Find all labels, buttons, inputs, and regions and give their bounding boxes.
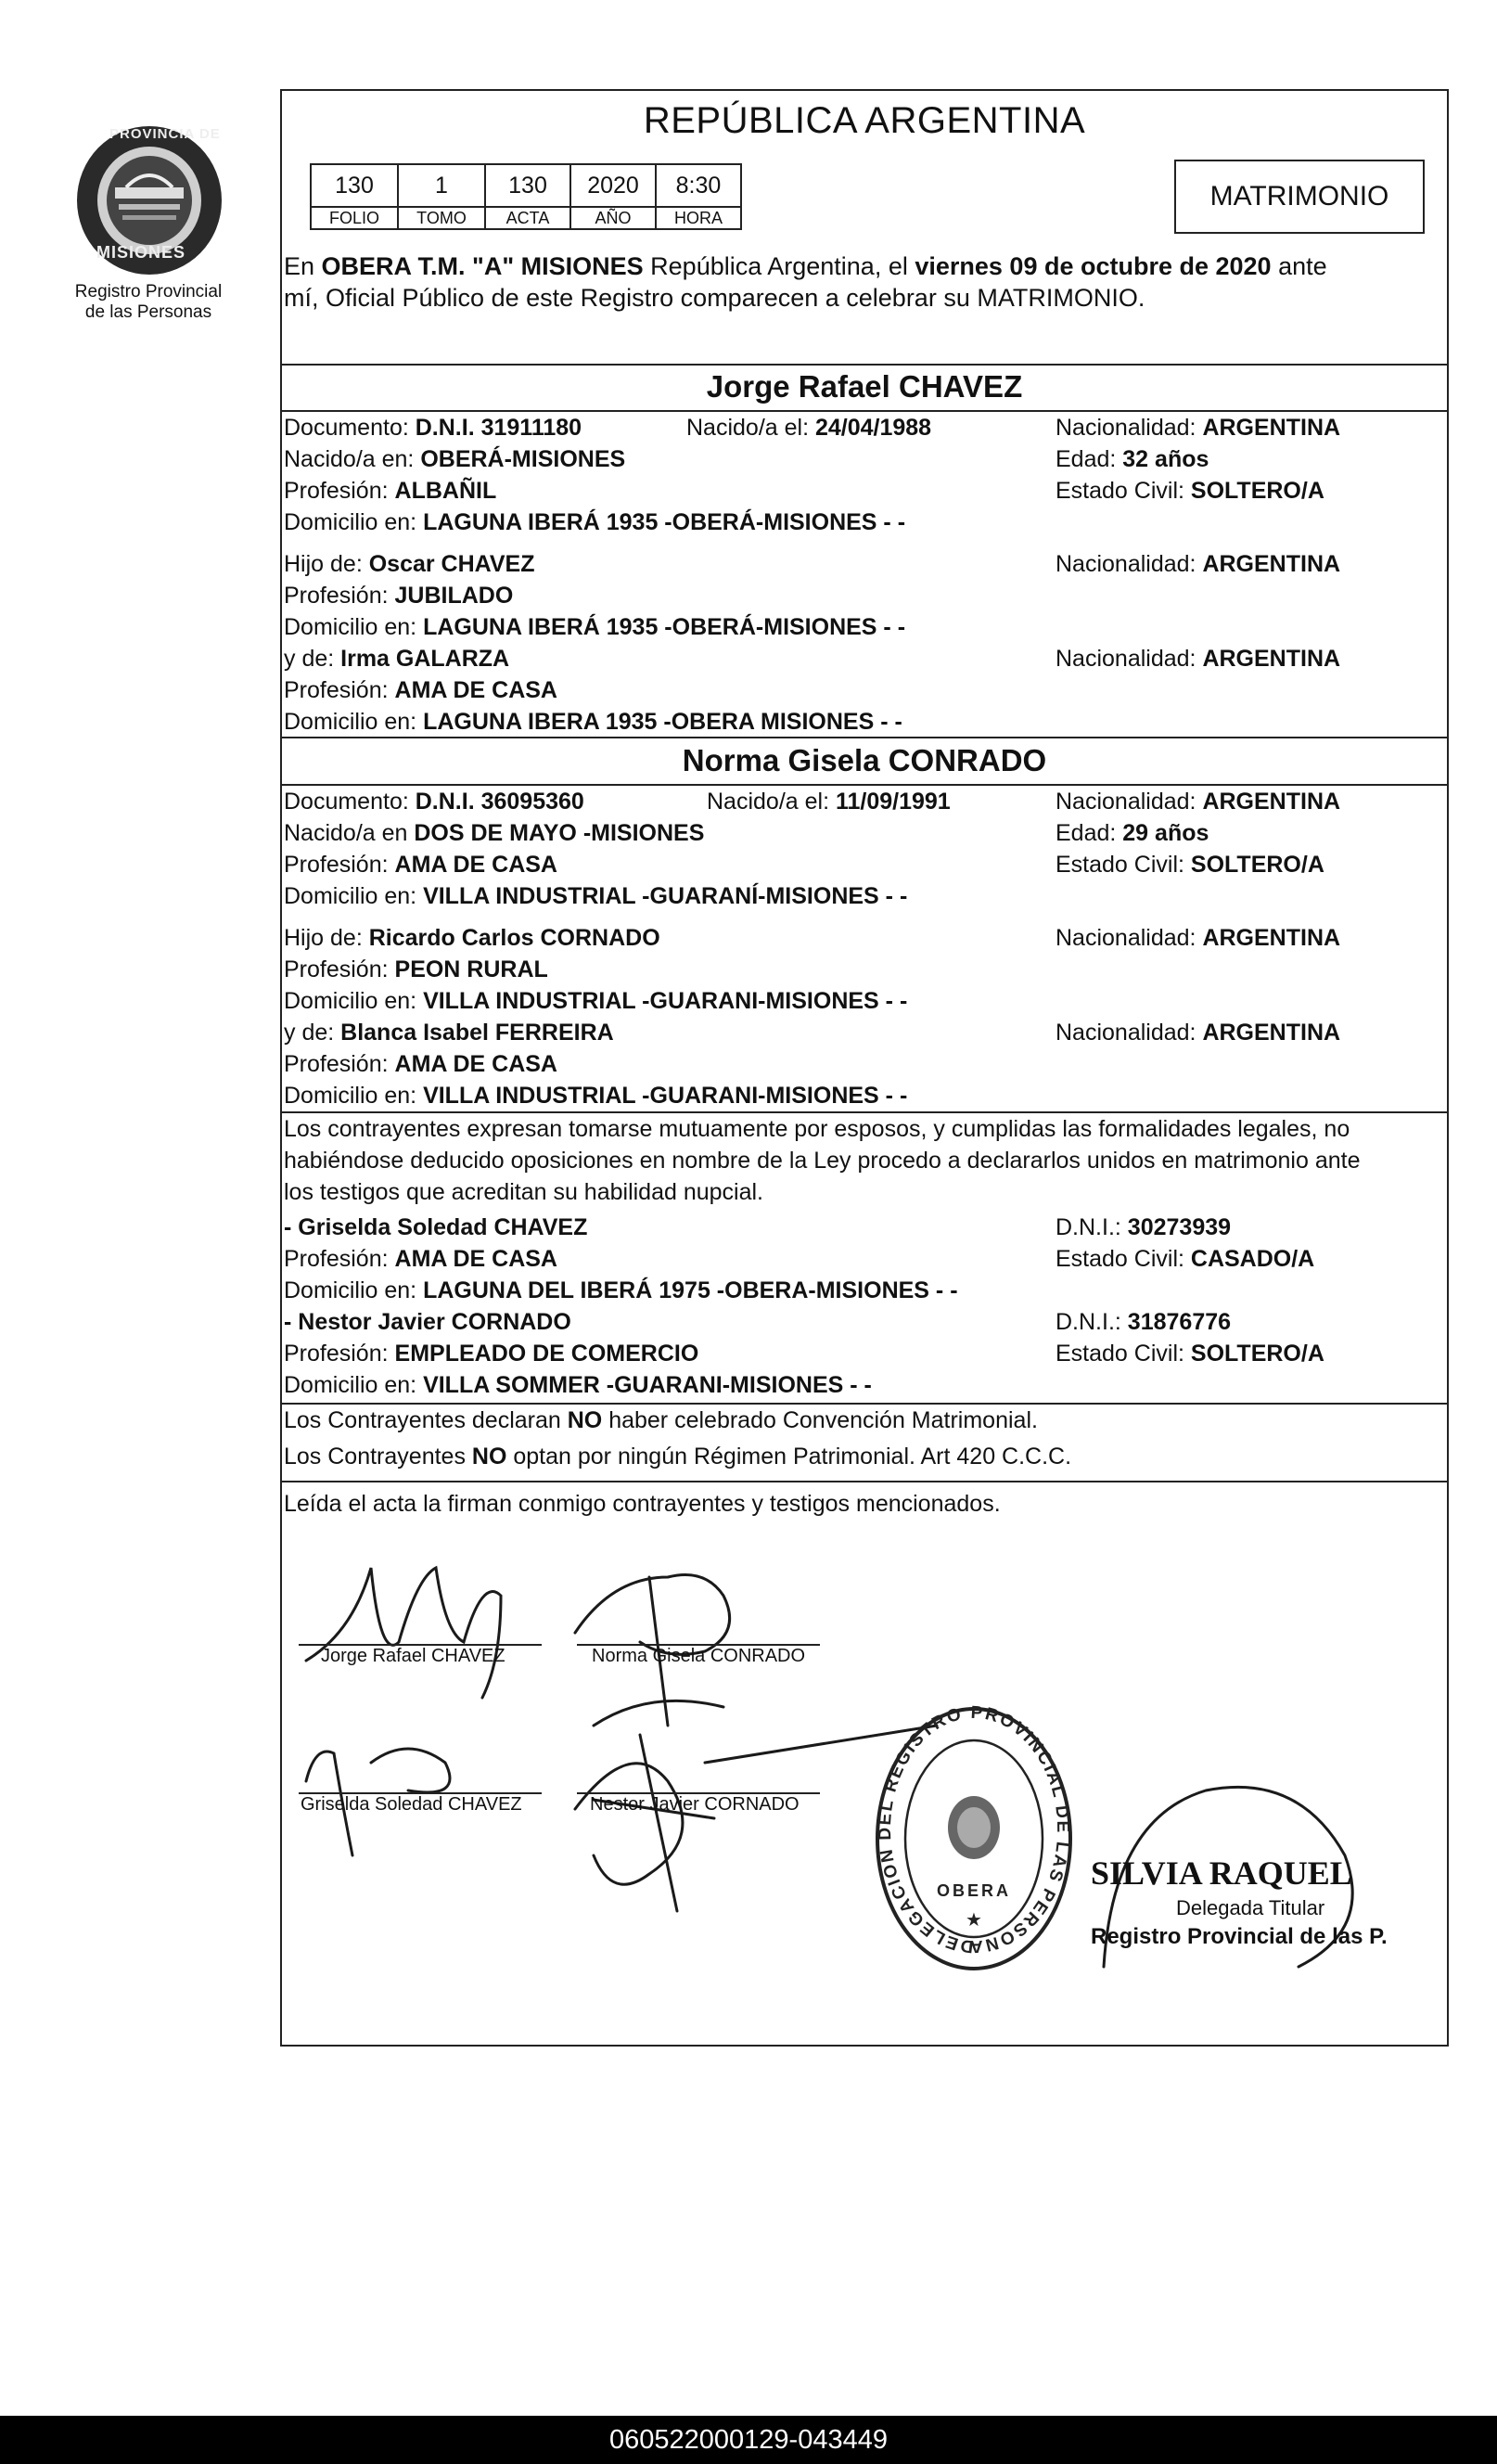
acta-value: 130 — [485, 164, 570, 207]
intro-line-2: mí, Oficial Público de este Registro comparecen a celebrar su MATRIMONIO. — [284, 284, 1145, 312]
bride-father-nationality: Nacionalidad: ARGENTINA — [1056, 925, 1341, 951]
signature-label-1: Jorge Rafael CHAVEZ — [321, 1646, 505, 1666]
intro-line-1: En OBERA T.M. "A" MISIONES República Argentina, el viernes 09 de octubre de 2020 ante — [284, 252, 1327, 280]
official-stamp — [872, 1700, 1076, 1978]
official-office: Registro Provincial de las P. — [1091, 1924, 1388, 1949]
groom-father-address: Domicilio en: LAGUNA IBERÁ 1935 -OBERÁ-MISIONES - - — [284, 614, 906, 640]
stamp-icon — [872, 1700, 1076, 1978]
declaration-line-2: habiéndose deducido oposiciones en nombre de la Ley procedo a declararlos unidos en matrimonio ante — [284, 1148, 1361, 1174]
witness-1-profession: Profesión: AMA DE CASA — [284, 1246, 557, 1272]
groom-address: Domicilio en: LAGUNA IBERÁ 1935 -OBERÁ-MISIONES - - — [284, 509, 906, 535]
footer-code: 060522000129-043449 — [0, 2416, 1497, 2464]
groom-father: Hijo de: Oscar CHAVEZ — [284, 551, 535, 577]
bride-address: Domicilio en: VILLA INDUSTRIAL -GUARANÍ-MISIONES - - — [284, 883, 908, 909]
groom-father-profession: Profesión: JUBILADO — [284, 583, 514, 609]
signature-label-4: Nestor Javier CORNADO — [590, 1794, 800, 1815]
bride-nationality: Nacionalidad: ARGENTINA — [1056, 789, 1341, 815]
convention-line-2: Los Contrayentes NO optan por ningún Régimen Patrimonial. Art 420 C.C.C. — [284, 1444, 1072, 1469]
seal-text-bottom: MISIONES — [96, 243, 186, 262]
tomo-value: 1 — [398, 164, 485, 207]
groom-father-nationality: Nacionalidad: ARGENTINA — [1056, 551, 1341, 577]
witness-2-civil-status: Estado Civil: SOLTERO/A — [1056, 1341, 1324, 1367]
witness-1-dni: D.N.I.: 30273939 — [1056, 1214, 1232, 1240]
logo-caption-2: de las Personas — [84, 302, 212, 322]
bride-mother-address: Domicilio en: VILLA INDUSTRIAL -GUARANI-MISIONES - - — [284, 1083, 908, 1109]
hora-value: 8:30 — [656, 164, 741, 207]
witness-1-civil-status: Estado Civil: CASADO/A — [1056, 1246, 1315, 1272]
groom-mother-address: Domicilio en: LAGUNA IBERA 1935 -OBERA MISIONES - - — [284, 709, 902, 735]
groom-profession: Profesión: ALBAÑIL — [284, 478, 497, 504]
seal-text-top: PROVINCIA DE — [109, 126, 221, 142]
witness-1-address: Domicilio en: LAGUNA DEL IBERÁ 1975 -OBERA-MISIONES - - — [284, 1277, 958, 1303]
bride-document: Documento: D.N.I. 36095360 — [284, 789, 584, 815]
witness-2-address: Domicilio en: VILLA SOMMER -GUARANI-MISIONES - - — [284, 1372, 872, 1398]
bride-mother-profession: Profesión: AMA DE CASA — [284, 1051, 557, 1077]
anio-value: 2020 — [570, 164, 656, 207]
tomo-label: TOMO — [398, 207, 485, 229]
bride-father-profession: Profesión: PEON RURAL — [284, 956, 548, 982]
logo-caption-1: Registro Provincial — [74, 282, 223, 302]
groom-nationality: Nacionalidad: ARGENTINA — [1056, 415, 1341, 441]
stamp-ring-text: DELEGACION DEL REGISTRO PROVINCIAL DE LAS PERSONA — [875, 1702, 1073, 1957]
bride-mother: y de: Blanca Isabel FERREIRA — [284, 1020, 614, 1046]
witness-2-dni: D.N.I.: 31876776 — [1056, 1309, 1232, 1335]
anio-label: AÑO — [570, 207, 656, 229]
groom-name: Jorge Rafael CHAVEZ — [706, 369, 1023, 404]
signature-label-2: Norma Gisela CONRADO — [592, 1646, 806, 1666]
svg-text:★: ★ — [966, 1910, 982, 1931]
bride-profession: Profesión: AMA DE CASA — [284, 852, 557, 878]
official-role: Delegada Titular — [1176, 1896, 1325, 1919]
declaration-line-1: Los contrayentes expresan tomarse mutuamente por esposos, y cumplidas las formalidades legales, no — [284, 1116, 1350, 1142]
hora-label: HORA — [656, 207, 741, 229]
convention-line-1: Los Contrayentes declaran NO haber celebrado Convención Matrimonial. — [284, 1407, 1038, 1433]
folio-label: FOLIO — [311, 207, 398, 229]
stamp-center-text: OBERA — [936, 1881, 1012, 1900]
witness-2-profession: Profesión: EMPLEADO DE COMERCIO — [284, 1341, 699, 1367]
witness-1-name: - Griselda Soledad CHAVEZ — [284, 1214, 588, 1240]
act-type-box: MATRIMONIO — [1174, 160, 1425, 234]
folio-value: 130 — [311, 164, 398, 207]
bride-birthplace: Nacido/a en DOS DE MAYO -MISIONES — [284, 820, 705, 846]
bride-mother-nationality: Nacionalidad: ARGENTINA — [1056, 1020, 1341, 1046]
signature-label-3: Griselda Soledad CHAVEZ — [301, 1794, 522, 1815]
groom-civil-status: Estado Civil: SOLTERO/A — [1056, 478, 1324, 504]
groom-mother: y de: Irma GALARZA — [284, 646, 510, 672]
page-title: REPÚBLICA ARGENTINA — [643, 100, 1086, 141]
bride-age: Edad: 29 años — [1056, 820, 1209, 846]
bride-name: Norma Gisela CONRADO — [682, 743, 1047, 777]
bride-father-address: Domicilio en: VILLA INDUSTRIAL -GUARANI-MISIONES - - — [284, 988, 908, 1014]
official-name: SILVIA RAQUEL — [1091, 1854, 1352, 1892]
groom-mother-nationality: Nacionalidad: ARGENTINA — [1056, 646, 1341, 672]
groom-document: Documento: D.N.I. 31911180 — [284, 415, 582, 441]
witness-2-name: - Nestor Javier CORNADO — [284, 1309, 571, 1335]
groom-birthplace: Nacido/a en: OBERÁ-MISIONES — [284, 446, 626, 472]
declaration-line-3: los testigos que acreditan su habilidad nupcial. — [284, 1179, 764, 1205]
signature-groom — [306, 1568, 501, 1698]
groom-mother-profession: Profesión: AMA DE CASA — [284, 677, 557, 703]
bride-birthdate: Nacido/a el: 11/09/1991 — [707, 789, 951, 815]
closing-text: Leída el acta la firman conmigo contrayentes y testigos mencionados. — [284, 1491, 1001, 1517]
groom-birthdate: Nacido/a el: 24/04/1988 — [686, 415, 932, 441]
groom-age: Edad: 32 años — [1056, 446, 1209, 472]
acta-label: ACTA — [485, 207, 570, 229]
bride-civil-status: Estado Civil: SOLTERO/A — [1056, 852, 1324, 878]
bride-father: Hijo de: Ricardo Carlos CORNADO — [284, 925, 660, 951]
